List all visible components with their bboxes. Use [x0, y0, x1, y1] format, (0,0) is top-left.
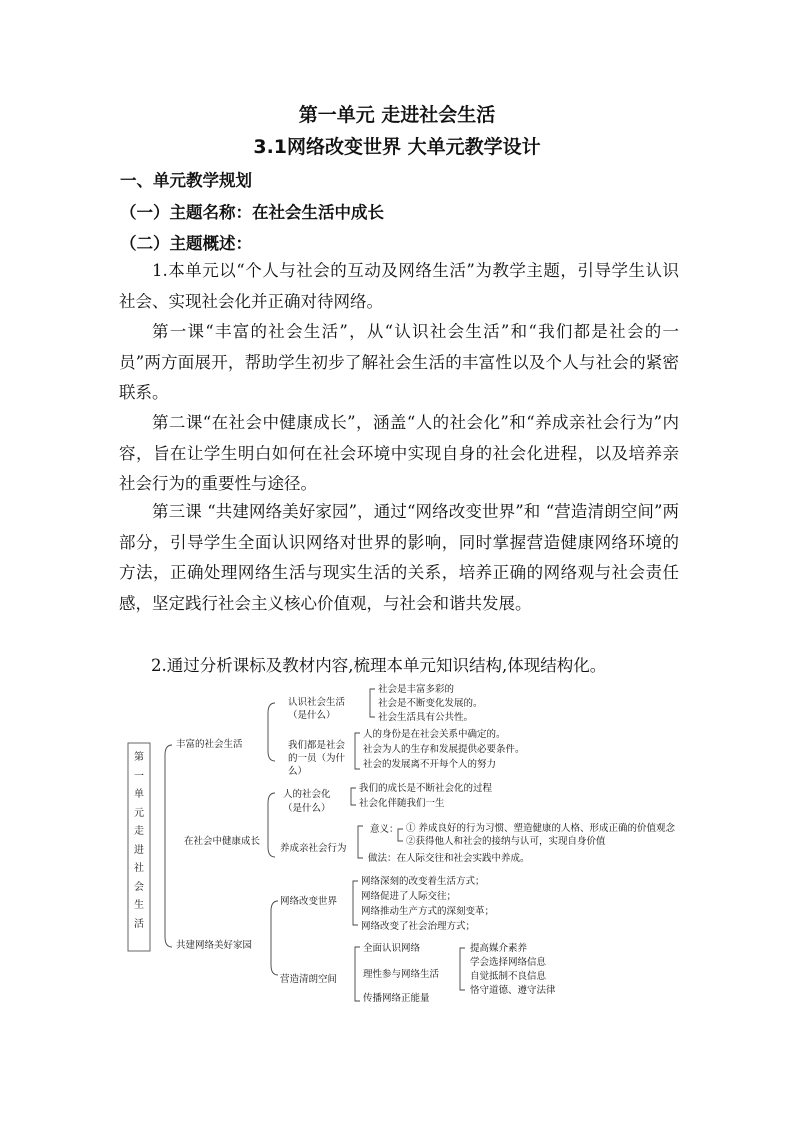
l3-topic-1-item: 网络深刻的改变着生活方式；	[361, 876, 485, 887]
lesson1-bracket	[268, 703, 275, 761]
l3-topic-2-sub: 自觉抵制不良信息	[470, 971, 547, 982]
l3-topic-1-item: 网络促进了人际交往；	[361, 891, 457, 902]
l2-t2-bracket	[358, 826, 363, 858]
l1-topic-2-item: 人的身份是在社会关系中确定的。	[363, 729, 506, 740]
l3-topic-2-sub: 恪守道德、遵守法律	[470, 985, 556, 996]
l1-topic-1-sub: （是什么）	[288, 710, 336, 721]
l3-topic-1-item: 网络改变了社会治理方式；	[361, 921, 476, 932]
l3-topic-2-item: 全面认识网络	[363, 943, 421, 954]
lesson2-bracket	[268, 793, 275, 857]
l2-topic-1-item: 社会化伴随我们一生	[359, 798, 445, 809]
lesson3-bracket	[271, 901, 278, 975]
l1-topic-2: 么）	[288, 766, 308, 777]
l2-meaning-label: 意义：	[370, 824, 399, 835]
paragraph-lesson-1: 第一课“丰富的社会生活”，从“认识社会生活”和“我们都是社会的一员”两方面展开，帮助学生初步了解社会生活的丰富性以及个人与社会的紧密联系。	[119, 322, 679, 402]
root-bracket	[165, 745, 172, 947]
l1-t1-bracket	[370, 689, 375, 717]
l1-topic-1: 认识社会生活	[288, 697, 346, 708]
paragraph-intro: 1.本单元以“个人与社会的互动及网络生活”为教学主题，引导学生认识社会、实现社会化并正确对待网络。	[119, 261, 679, 311]
diagram-lesson-3: 共建网络美好家园	[176, 940, 253, 951]
l1-topic-2: 的一员（为什	[288, 753, 346, 764]
paragraph-structure: 2.通过分析课标及教材内容,梳理本单元知识结构,体现结构化。	[151, 656, 607, 675]
l3-topic-2: 营造清朗空间	[280, 974, 338, 985]
l2-t1-bracket	[351, 788, 356, 805]
unit-title: 第一单元 走进社会生活	[298, 104, 496, 126]
l1-topic-2-item: 社会的发展离不开每个人的努力	[363, 759, 497, 770]
l2-meaning-bracket	[398, 829, 403, 841]
diagram-lesson-1: 丰富的社会生活	[176, 739, 243, 750]
theme-name-heading: （一）主题名称：在社会生活中成长	[120, 203, 384, 222]
l3-topic-2-sub: 学会选择网络信息	[470, 957, 547, 968]
l1-topic-2-item: 社会为人的生存和发展提供必要条件。	[363, 744, 525, 755]
theme-overview-heading: （二）主题概述：	[120, 234, 252, 253]
diagram-lesson-2: 在社会中健康成长	[184, 836, 261, 847]
l2-meaning-item: ②获得他人和社会的接纳与认可，实现自身价值	[406, 836, 606, 847]
l3-topic-2-item: 理性参与网络生活	[363, 969, 440, 980]
l2-topic-2: 养成亲社会行为	[280, 843, 347, 854]
l2-topic-1: 人的社会化	[283, 789, 331, 800]
paragraph-lesson-2: 第二课“在社会中健康成长”，涵盖“人的社会化”和“养成亲社会行为”内容，旨在让学生明白如何在社会环境中实现自身的社会化进程，以及培养亲社会行为的重要性与途径。	[119, 413, 679, 493]
l3-topic-1: 网络改变世界	[280, 896, 338, 907]
l2-method: 做法：在人际交往和社会实践中养成。	[368, 853, 530, 864]
l3-t2-bracket	[355, 947, 360, 1001]
l3-t1-bracket	[353, 881, 358, 925]
paragraph-lesson-3: 第三课 “共建网络美好家园”，通过“网络改变世界”和 “营造清朗空间”两部分，引导学生全面认识网络对世界的影响，同时掌握营造健康网络环境的方法，正确处理网络生活与现实生活的关系，培养正确的网络观与社会责任感，坚定践行社会主义核心价值观，与社会和谐共发展。	[119, 502, 679, 613]
l1-topic-1-item: 社会是不断变化发展的。	[378, 698, 483, 709]
l3-topic-2-sub: 提高媒介素养	[470, 943, 528, 954]
l3-topic-1-item: 网络推动生产方式的深刻变革；	[361, 906, 495, 917]
l2-topic-1-sub: （是什么）	[283, 803, 331, 814]
l2-meaning-item: ① 养成良好的行为习惯、塑造健康的人格、形成正确的价值观念	[406, 823, 676, 834]
l1-topic-1-item: 社会是丰富多彩的	[378, 684, 455, 695]
diagram-root: 第一单元走进社会生活	[134, 752, 144, 930]
l3-topic-2-item: 传播网络正能量	[363, 993, 430, 1004]
l2-topic-1-item: 我们的成长是不断社会化的过程	[359, 783, 493, 794]
l1-t2-bracket	[355, 733, 360, 769]
knowledge-structure-diagram	[120, 683, 720, 1013]
l1-topic-1-item: 社会生活具有公共性。	[378, 712, 474, 723]
lesson-title: 3.1网络改变世界 大单元教学设计	[253, 136, 541, 158]
l1-topic-2: 我们都是社会	[288, 740, 346, 751]
l3-sub-bracket	[460, 948, 465, 990]
section-heading: 一、单元教学规划	[120, 171, 252, 190]
